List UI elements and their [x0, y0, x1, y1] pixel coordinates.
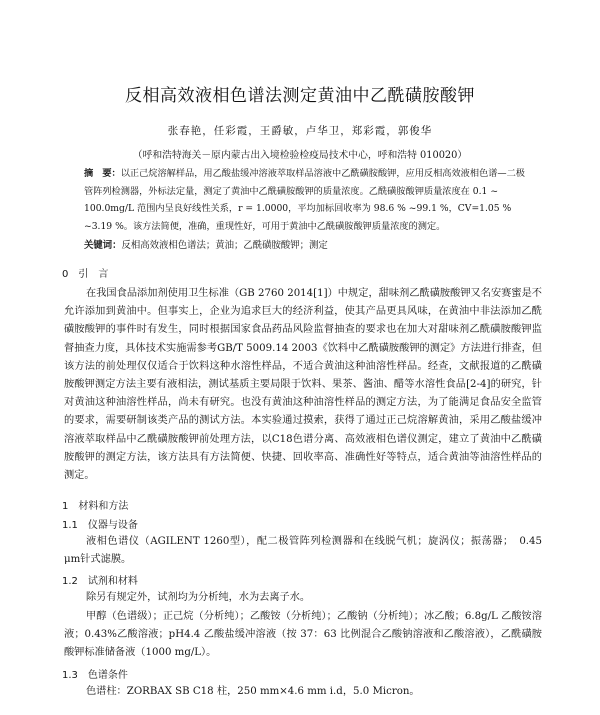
affiliation: （呼和浩特海关－原内蒙古出入境检验检疫局技术中心，呼和浩特 010020）: [132, 150, 468, 161]
section-1-3-heading: 1.3 色谱条件: [62, 670, 128, 681]
section-1-2-text-1: 除另有规定外，试剂均为分析纯，水为去离子水。: [86, 592, 311, 603]
keywords: [84, 237, 530, 251]
section-1-1-heading: 1.1 仪器与设备: [62, 520, 138, 531]
section-1-heading: 1 材料和方法: [62, 501, 129, 512]
keywords-label: 关键词：: [84, 240, 122, 251]
abstract-label: 摘 要：: [84, 168, 121, 179]
abstract: [84, 165, 530, 235]
author-list: 张春艳，任彩霞，王爵敏，卢华卫，郑彩霞，郭俊华: [167, 125, 433, 137]
keywords-text: 反相高效液相色谱法；黄油；乙酰磺胺酸钾；测定: [121, 240, 328, 251]
abstract-text: 以正己烷溶解样品，用乙酸盐缓冲溶液萃取样品溶液中乙酰磺胺酸钾，应用反相高效液相色谱—二极管阵列检测器，外标法定量，测定了黄油中乙酰磺胺酸钾的质量浓度。乙酰磺胺酸钾质量浓度在 0.1 ~ 100.0mg/L 范围内呈良好线性关系，r = 1.0000，平均加标回收率为 98.6 % ~99.1 %，CV=1.05 % ~3.19 %。该方法简便，准确，重现性好，可用于黄油中乙酰磺胺酸钾质量浓度的测定。: [84, 168, 525, 232]
intro-paragraph: 在我国食品添加剂使用卫生标准（GB 2760 2014[1]）中规定，甜味剂乙酰磺胺酸钾又名安赛蜜是不允许添加到黄油中。但事实上，企业为追求巨大的经济利益，使其产品更具风味，在黄油中非法添加乙酰磺胺酸钾的事件时有发生，同时根据国家食品药品风险监督抽查的要求也在加大对甜味剂乙酰磺胺酸钾监督抽查力度，具体技术实施需参考GB/T 5009.14 2003《饮料中乙酰磺胺酸钾的测定》方法进行排查，但该方法的前处理仅仅适合于饮料这种水溶性样品，不适合黄油这种油溶性样品。经查，文献报道的乙酰磺胺酸钾测定方法主要有液相法，测试基质主要局限于饮料、果茶、酱油、醋等水溶性食品[2-4]的研究，针对黄油这种油溶性样品，尚未有研究。也没有黄油这种油溶性样品的测定方法，为了能满足食品安全监管的要求，需要研制该类产品的测试方法。本实验通过摸索，获得了通过正己烷溶解黄油，采用乙酸盐缓冲溶液萃取样品中乙酰磺胺酸钾前处理方法，以C18色谱分离、高效液相色谱仪测定，建立了黄油中乙酰磺胺酸钾的测定方法，该方法具有方法简便、快捷、回收率高、准确性好等特点，适合黄油等油溶性样品的测定。: [64, 288, 542, 482]
section-1-3-text: 色谱柱：ZORBAX SB C18 柱，250 mm×4.6 mm i.d，5.0 Micron。: [86, 686, 420, 697]
intro-heading: 0 引 言: [62, 269, 109, 280]
article-title: 反相高效液相色谱法测定黄油中乙酰磺胺酸钾: [125, 86, 475, 106]
section-1-2-text-2: 甲醇（色谱级）；正己烷（分析纯）；乙酸铵（分析纯）；乙酸钠（分析纯）；冰乙酸；6.8g/L 乙酸铵溶液；0.43%乙酸溶液；pH4.4 乙酸盐缓冲溶液（按 37：63 比例混合乙酸钠溶液和乙酸溶液），乙酰磺胺酸钾标准储备液（1000 mg/L）。: [64, 611, 542, 659]
section-1-1-text: 液相色谱仪（AGILENT 1260型），配二极管阵列检测器和在线脱气机；旋涡仪；振荡器； 0.45 μm针式滤膜。: [64, 536, 542, 566]
section-1-2-heading: 1.2 试剂和材料: [62, 576, 138, 587]
